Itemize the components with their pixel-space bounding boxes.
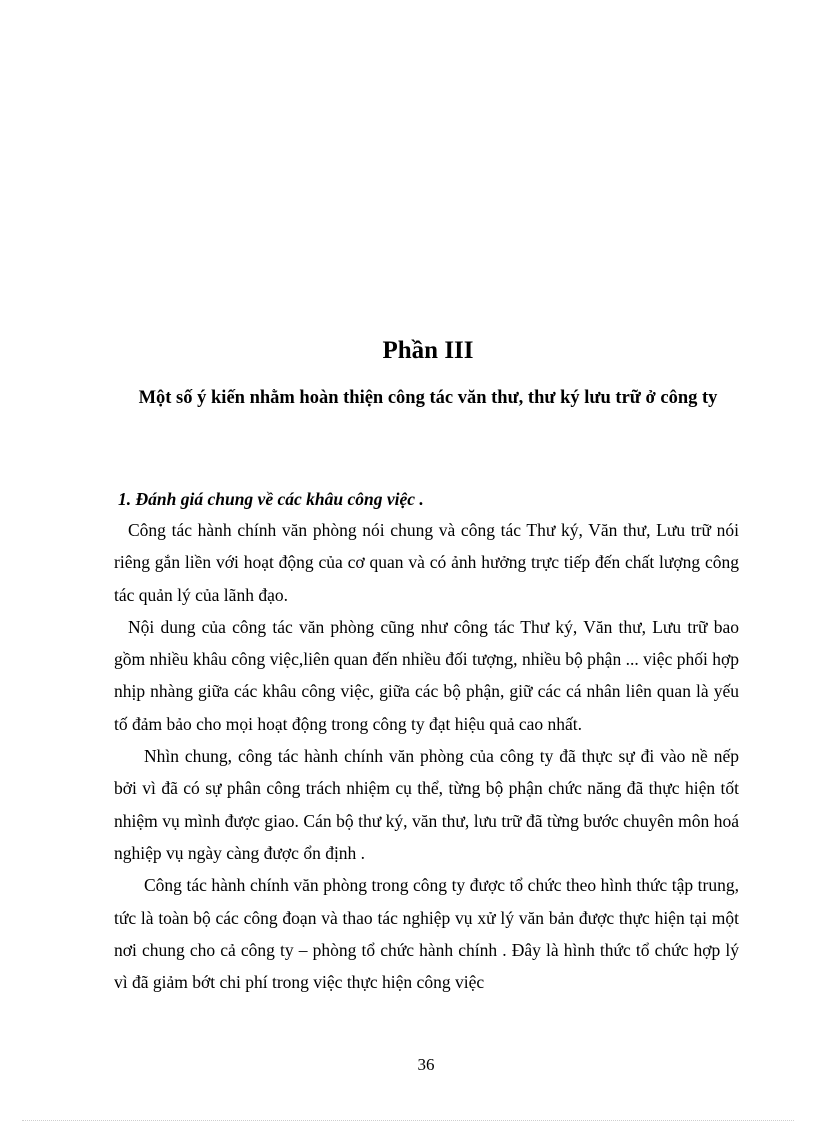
part-title: Phần III (382, 337, 474, 364)
paragraph-4: Công tác hành chính văn phòng trong công ty được tổ chức theo hình thức tập trung, tức là toàn bộ các công đoạn và thao tác nghiệp vụ xử lý văn bản được thực hiện tại một nơi chung cho cả công ty – phòng tổ chức hành chính . Đây là hình thức tổ chức hợp lý vì đã giảm bớt chi phí trong việc thực hiện công việc (114, 875, 739, 993)
paragraph-1: Công tác hành chính văn phòng nói chung và công tác Thư ký, Văn thư, Lưu trữ nói riêng gắn liền với hoạt động của cơ quan và có ảnh hưởng trực tiếp đến chất lượng công tác quản lý của lãnh đạo. (114, 520, 739, 605)
page-number: 36 (417, 1055, 435, 1074)
chapter-subtitle: Một số ý kiến nhằm hoàn thiện công tác văn thư, thư ký lưu trữ ở công ty (138, 388, 718, 408)
paragraph-2: Nội dung của công tác văn phòng cũng như công tác Thư ký, Văn thư, Lưu trữ bao gồm nhiều khâu công việc,liên quan đến nhiều đối tượng, nhiều bộ phận ... việc phối hợp nhịp nhàng giữa các khâu công việc, giữa các bộ phận, giữ các cá nhân liên quan là yếu tố đảm bảo cho mọi hoạt động trong công ty đạt hiệu quả cao nhất. (114, 616, 739, 734)
paragraph-3: Nhìn chung, công tác hành chính văn phòng của công ty đã thực sự đi vào nề nếp bởi vì đã có sự phân công trách nhiệm cụ thể, từng bộ phận chức năng đã thực hiện tốt nhiệm vụ mình được giao. Cán bộ thư ký, văn thư, lưu trữ đã từng bước chuyên môn hoá nghiệp vụ ngày càng được ổn định . (114, 746, 739, 863)
page-bottom-divider (22, 1120, 794, 1121)
body-text (114, 514, 739, 998)
section-heading: 1. Đánh giá chung về các khâu công việc . (118, 489, 424, 509)
